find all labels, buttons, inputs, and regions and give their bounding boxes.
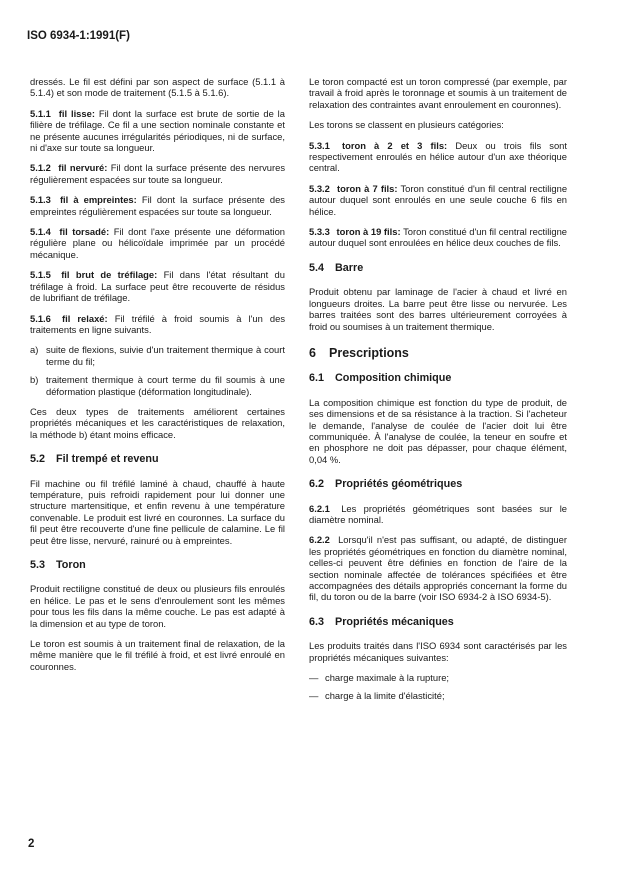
section-6-3-text: Les produits traités dans l'ISO 6934 sont caractérisés par les propriétés mécaniques suivantes: xyxy=(309,640,567,663)
definition-text: Fil dont la surface présente des nervures régulièrement espacées sur toute sa longueur. xyxy=(30,162,286,185)
clause-number: 5.1.3 xyxy=(30,194,51,206)
definition-5-1-1 xyxy=(30,108,285,154)
term: toron à 19 fils: xyxy=(336,226,401,238)
section-number: 6.2 xyxy=(309,478,325,491)
clause-number: 5.1.5 xyxy=(30,269,51,281)
section-number: 5.2 xyxy=(30,453,46,466)
section-number: 6.1 xyxy=(309,372,325,385)
clause-number: 5.1.1 xyxy=(30,107,51,119)
term: fil nervuré: xyxy=(58,162,108,174)
section-5-3-paragraph-1: Produit rectiligne constitué de deux ou plusieurs fils enroulés en hélice. Le pas et le sens d'enroulement sont les mêmes pour tous les fils dans la même couche. Le pas est adapté à la dimension et au type de toron. xyxy=(30,583,285,629)
treatment-list xyxy=(30,344,285,397)
clause-text: Lorsqu'il n'est pas suffisant, ou adapté, de distinguer les propriétés géométriques en fonction du diamètre nominal, celles-ci peuvent être définies en fonction de l'aire de la section nominale affectée de tolérances spécifiées et être accompagnées des détails appropriés concernant la forme du fil, du toron ou de la barre (voir ISO 6934-2 à ISO 6934-5). xyxy=(309,534,567,603)
after-list-paragraph: Ces deux types de traitements améliorent certaines propriétés mécaniques et les caractéristiques de relaxation, la méthode b) étant moins efficace. xyxy=(30,405,285,440)
clause-number: 5.3.1 xyxy=(309,139,330,151)
term: toron à 2 et 3 fils: xyxy=(341,139,448,151)
section-number: 5.4 xyxy=(309,261,325,274)
list-item xyxy=(30,344,285,367)
list-item xyxy=(309,690,567,701)
definition-text: Fil dont l'axe présente une déformation régulière plane ou hélicoïdale imprimée par un procédé mécanique. xyxy=(30,226,285,260)
section-number: 5.3 xyxy=(30,559,46,571)
section-heading-5-3 xyxy=(30,560,285,571)
definition-text: Fil dont la surface présente des empreintes régulièrement espacées sur toute sa longueur. xyxy=(30,194,285,217)
left-column xyxy=(30,76,285,681)
definition-5-1-5 xyxy=(30,269,285,303)
definition-text: Fil tréfilé à froid soumis à l'un des traitements en ligne suivants. xyxy=(30,312,286,335)
section-heading-6-3 xyxy=(309,617,567,628)
list-marker: a) xyxy=(30,344,39,356)
clause-number: 5.3.2 xyxy=(309,182,330,194)
section-title: Propriétés géométriques xyxy=(335,478,463,491)
section-5-2-text: Fil machine ou fil tréfilé laminé à chaud, chauffé à haute température, puis refroidi rapidement pour lui donner une structure martensitique, et enfin revenu à une température convenable. Le produit est livré en couronnes. La surface du fil peut être recouverte d'une fine pellicule de calamine. Le fil peut être lisse, nervuré, rainuré ou à empreintes. xyxy=(30,477,285,546)
clause-number: 5.3.3 xyxy=(309,226,330,238)
definition-5-3-1 xyxy=(309,140,567,174)
section-heading-5-4 xyxy=(309,263,567,274)
list-text: traitement thermique à court terme du fil soumis à une déformation plastique (déformation longitudinale). xyxy=(46,374,285,397)
list-marker: b) xyxy=(30,374,39,386)
clause-number: 5.1.6 xyxy=(30,312,51,324)
section-number: 6 xyxy=(309,345,316,360)
list-item xyxy=(309,672,567,683)
definition-text: Deux ou trois fils sont respectivement enroulés en hélice autour d'un axe théorique central. xyxy=(309,139,567,174)
section-title: Composition chimique xyxy=(335,372,452,385)
term: fil torsadé: xyxy=(59,226,110,238)
term: toron à 7 fils: xyxy=(337,182,398,194)
definition-text: Fil dont la surface est brute de sortie de la filière de tréfilage. Ce fil a une section nominale constante et ne présente aucunes irrégularités périodiques, ni de surface, ni d'axe sur toute sa longueur. xyxy=(30,107,285,154)
compact-strand-paragraph: Le toron compacté est un toron compressé (par exemple, par travail à froid après le toronnage et soumis à un traitement de relaxation des contraintes avant enroulement en couronnes). xyxy=(309,76,567,110)
section-title: Prescriptions xyxy=(329,345,409,360)
definition-5-3-3 xyxy=(309,226,567,249)
term: fil relaxé: xyxy=(61,312,108,324)
section-heading-6-2 xyxy=(309,479,567,490)
definition-5-1-6 xyxy=(30,313,285,336)
clause-number: 5.1.2 xyxy=(30,162,51,174)
list-text: charge à la limite d'élasticité; xyxy=(325,690,445,702)
definition-5-1-3 xyxy=(30,194,285,217)
clause-number: 6.2.2 xyxy=(309,534,330,546)
section-heading-6-1 xyxy=(309,373,567,384)
list-text: suite de flexions, suivie d'un traitement thermique à court terme du fil; xyxy=(46,344,285,367)
section-number: 6.3 xyxy=(309,615,325,628)
clause-6-2-1 xyxy=(309,503,567,526)
section-title: Fil trempé et revenu xyxy=(56,453,159,466)
section-5-3-paragraph-2: Le toron est soumis à un traitement final de relaxation, de la même manière que le fil tréfilé à froid, et est livré enroulé en couronnes. xyxy=(30,638,285,672)
intro-paragraph: dressés. Le fil est défini par son aspect de surface (5.1.1 à 5.1.4) et son mode de traitement (5.1.5 à 5.1.6). xyxy=(30,76,285,99)
section-5-4-text: Produit obtenu par laminage de l'acier à chaud et livré en longueurs droites. La barre peut être lisse ou nervurée. Les barres traitées sont des barres ultérieurement corroyées à froid ou soumises à un traitement thermique. xyxy=(309,286,567,332)
definition-text: Toron constitué d'un fil central rectiligne autour duquel sont enroulées en hélice deux couches de fils. xyxy=(309,226,567,249)
list-marker: — xyxy=(309,690,319,702)
definition-5-3-2 xyxy=(309,183,567,217)
categories-paragraph: Les torons se classent en plusieurs catégories: xyxy=(309,119,504,131)
list-item xyxy=(30,374,285,397)
section-heading-6 xyxy=(309,345,567,360)
section-title: Propriétés mécaniques xyxy=(335,615,454,628)
term: fil brut de tréfilage: xyxy=(61,269,158,281)
term: fil à empreintes: xyxy=(59,194,137,206)
clause-text: Les propriétés géométriques sont basées sur le diamètre nominal. xyxy=(309,502,567,525)
term: fil lisse: xyxy=(58,107,95,119)
right-column xyxy=(309,76,567,711)
clause-number: 6.2.1 xyxy=(309,502,330,514)
clause-6-2-2 xyxy=(309,534,567,602)
definition-text: Fil dans l'état résultant du tréfilage à froid. La surface peut être recouverte de résidus de lubrifiant de tréfilage. xyxy=(30,269,285,304)
mechanical-properties-list xyxy=(309,672,567,702)
definition-5-1-2 xyxy=(30,162,285,185)
definition-text: Toron constitué d'un fil central rectiligne autour duquel sont enroulés en une seule couche 6 fils en hélice. xyxy=(309,182,568,217)
section-6-1-text: La composition chimique est fonction du type de produit, de ses dimensions et de sa résistance à la traction. Si l'acheteur le demande, l'analyse de coulée de l'acier doit lui être communiquée. À l'analyse de coulée, la teneur en soufre et en phosphore ne doit pas dépasser, pour chaque élément, 0,04 %. xyxy=(309,396,567,465)
section-heading-5-2 xyxy=(30,454,285,465)
clause-number: 5.1.4 xyxy=(30,226,51,238)
document-header: ISO 6934-1:1991(F) xyxy=(27,30,130,42)
list-text: charge maximale à la rupture; xyxy=(325,672,450,684)
list-marker: — xyxy=(309,672,319,684)
definition-5-1-4 xyxy=(30,226,285,260)
section-title: Barre xyxy=(335,261,364,274)
section-title: Toron xyxy=(56,559,86,571)
page-number: 2 xyxy=(28,838,35,850)
